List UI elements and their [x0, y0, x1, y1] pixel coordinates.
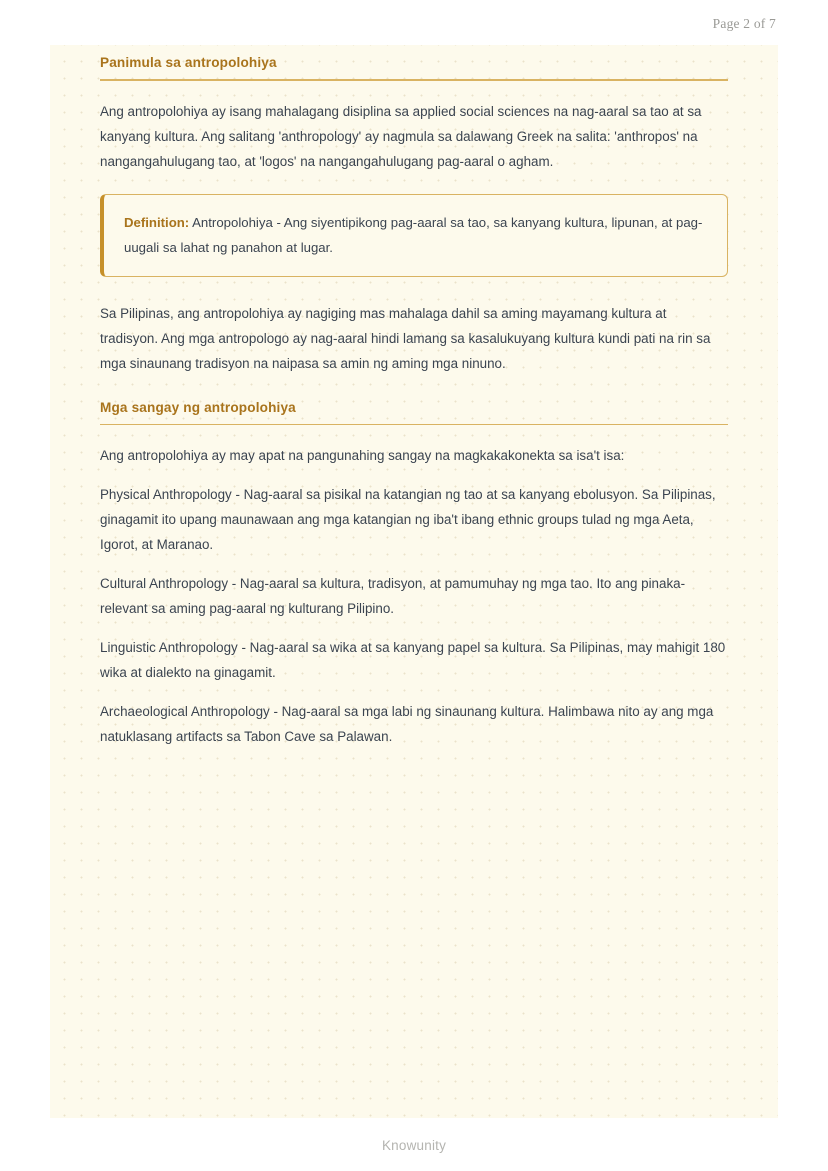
- note-content: [100, 45, 728, 749]
- paragraph: Physical Anthropology - Nag-aaral sa pisikal na katangian ng tao at sa kanyang ebolusyon. Sa Pilipinas, ginagamit ito upang maunawaan ang mga katangian ng iba't ibang ethnic groups tulad ng mga Aeta, Igorot, at Maranao.: [100, 487, 716, 552]
- definition-body: Antropolohiya - Ang siyentipikong pag-aaral sa tao, sa kanyang kultura, lipunan, at pag-uugali sa lahat ng panahon at lugar.: [124, 214, 703, 255]
- section-divider: [100, 424, 728, 426]
- paragraph: Ang antropolohiya ay isang mahalagang disiplina sa applied social sciences na nag-aaral sa tao at sa kanyang kultura. Ang salitang 'anthropology' ay nagmula sa dalawang Greek na salita: 'anthropos' na nangangahulugang tao, at 'logos' na nangangahulugang pag-aaral o agham.: [100, 103, 702, 169]
- note-sheet: [50, 45, 778, 1118]
- definition-callout: [100, 194, 728, 277]
- definition-text: [124, 210, 707, 260]
- page-indicator: Page 2 of 7: [712, 16, 776, 31]
- paragraph: Archaeological Anthropology - Nag-aaral sa mga labi ng sinaunang kultura. Halimbawa nito ay ang mga natuklasang artifacts sa Tabon Cave sa Palawan.: [100, 704, 714, 744]
- definition-label: Definition:: [124, 214, 190, 230]
- section-title-branches: Mga sangay ng antropolohiya: [100, 399, 296, 415]
- spacer: [100, 392, 728, 400]
- footer-brand: Knowunity: [381, 1138, 447, 1153]
- section-title-intro: Panimula sa antropolohiya: [100, 55, 277, 70]
- paragraph: Linguistic Anthropology - Nag-aaral sa wika at sa kanyang papel sa kultura. Sa Pilipinas, may mahigit 180 wika at dialekto na ginagamit.: [100, 640, 726, 680]
- section-divider: [100, 79, 728, 81]
- paragraph: Cultural Anthropology - Nag-aaral sa kultura, tradisyon, at pamumuhay ng mga tao. Ito ang pinaka-relevant sa aming pag-aaral ng kulturang Pilipino.: [100, 576, 686, 616]
- paragraph: Ang antropolohiya ay may apat na pangunahing sangay na magkakakonekta sa isa't isa:: [100, 448, 625, 463]
- paragraph: Sa Pilipinas, ang antropolohiya ay nagiging mas mahalaga dahil sa aming mayamang kultura at tradisyon. Ang mga antropologo ay nag-aaral hindi lamang sa kasalukuyang kultura kundi pati na rin sa mga sinaunang tradisyon na naipasa sa amin ng aming mga ninuno.: [100, 305, 711, 371]
